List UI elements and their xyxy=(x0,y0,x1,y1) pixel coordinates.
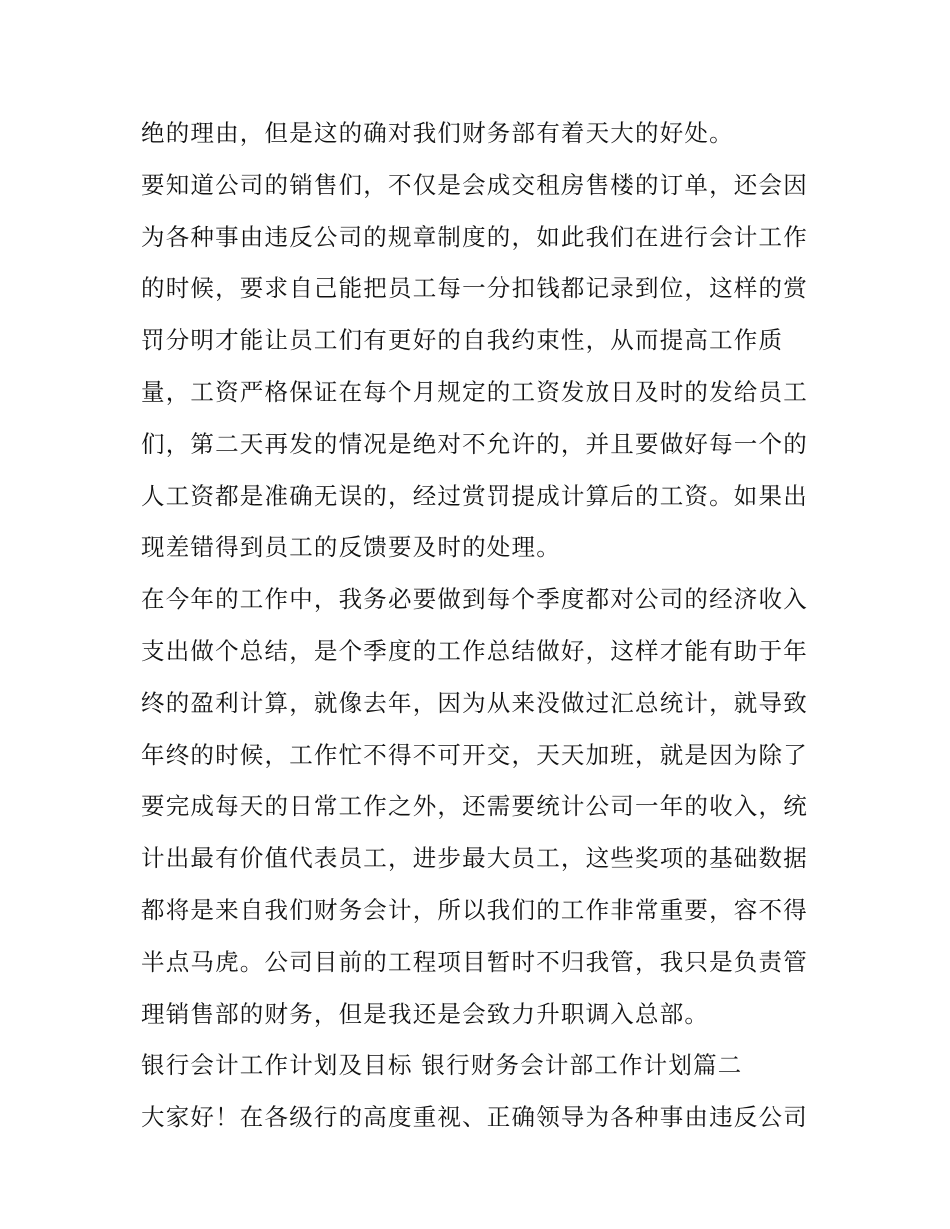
text-line: 理销售部的财务，但是我还是会致力升职调入总部。 xyxy=(141,999,710,1028)
text-line: 绝的理由，但是这的确对我们财务部有着天大的好处。 xyxy=(141,119,734,147)
text-line: 罚分明才能让员工们有更好的自我约束性，从而提高工作质 xyxy=(141,326,784,355)
text-line: 要完成每天的日常工作之外，还需要统计公司一年的收入，统 xyxy=(141,792,808,821)
section-heading: 银行会计工作计划及目标 银行财务会计部工作计划篇二 xyxy=(141,1051,743,1080)
text-line: 现差错得到员工的反馈要及时的处理。 xyxy=(141,533,561,562)
text-line: 计出最有价值代表员工，进步最大员工，这些奖项的基础数据 xyxy=(141,844,808,873)
text-line: 量，工资严格保证在每个月规定的工资发放日及时的发给员工 xyxy=(141,377,808,406)
text-line: 年终的时候，工作忙不得不可开交，天天加班，就是因为除了 xyxy=(141,740,808,769)
text-line: 的时候，要求自己能把员工每一分扣钱都记录到位，这样的赏 xyxy=(141,274,808,303)
text-line: 为各种事由违反公司的规章制度的，如此我们在进行会计工作 xyxy=(141,222,808,251)
text-line: 在今年的工作中，我务必要做到每个季度都对公司的经济收入 xyxy=(141,585,808,614)
text-line: 人工资都是准确无误的，经过赏罚提成计算后的工资。如果出 xyxy=(141,481,808,510)
text-line: 半点马虎。公司目前的工程项目暂时不归我管，我只是负责管 xyxy=(141,947,808,976)
text-line: 要知道公司的销售们，不仅是会成交租房售楼的订单，还会因 xyxy=(141,170,808,199)
text-line: 们，第二天再发的情况是绝对不允许的，并且要做好每一个的 xyxy=(141,429,808,458)
text-line: 支出做个总结，是个季度的工作总结做好，这样才能有助于年 xyxy=(141,636,808,665)
text-line: 终的盈利计算，就像去年，因为从来没做过汇总统计，就导致 xyxy=(141,688,808,717)
text-line: 都将是来自我们财务会计，所以我们的工作非常重要，容不得 xyxy=(141,895,808,924)
text-line: 大家好！在各级行的高度重视、正确领导为各种事由违反公司 xyxy=(141,1103,808,1132)
document-body xyxy=(141,108,821,1144)
